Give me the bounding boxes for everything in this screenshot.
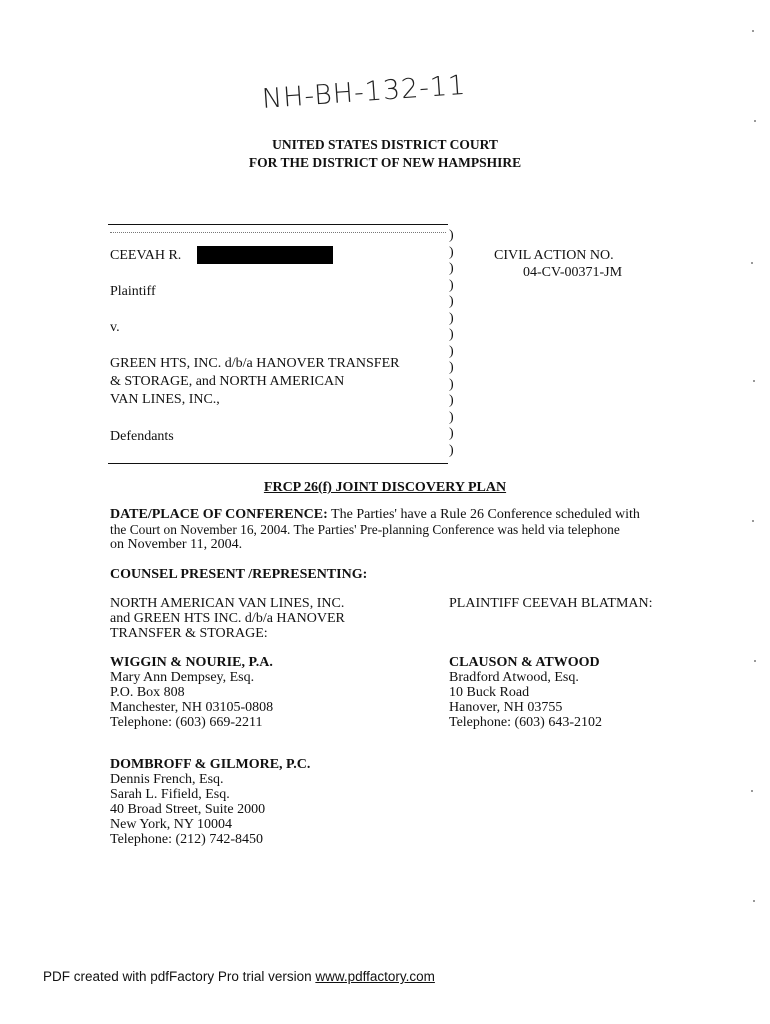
defendant-line-1: GREEN HTS, INC. d/b/a HANOVER TRANSFER: [110, 356, 400, 371]
civil-action-number: 04-CV-00371-JM: [523, 265, 623, 280]
plaintiff-name: CEEVAH R.: [110, 248, 182, 263]
firm1-line-1: Mary Ann Dempsey, Esq.: [110, 670, 255, 685]
firm2-name: CLAUSON & ATWOOD: [449, 655, 600, 670]
scan-speck: [753, 380, 755, 382]
date-place-paragraph: [110, 507, 670, 523]
left-party-line-3: TRANSFER & STORAGE:: [110, 626, 268, 641]
date-place-text-3: on November 11, 2004.: [110, 537, 243, 552]
left-party-line-2: and GREEN HTS INC. d/b/a HANOVER: [110, 611, 345, 626]
caption-dotted-rule: [110, 232, 446, 233]
firm2-line-2: 10 Buck Road: [449, 685, 530, 700]
scan-speck: [752, 30, 754, 32]
right-party: PLAINTIFF CEEVAH BLATMAN:: [449, 596, 653, 611]
scan-speck: [752, 520, 754, 522]
date-place-label: DATE/PLACE OF CONFERENCE:: [110, 507, 328, 522]
date-place-text-1: The Parties' have a Rule 26 Conference scheduled with: [331, 507, 640, 522]
date-place-text-2: the Court on November 16, 2004. The Parties' Pre-planning Conference was held via telephone: [110, 522, 620, 537]
scan-speck: [751, 262, 753, 264]
firm2-line-4: Telephone: (603) 643-2102: [449, 715, 602, 730]
firm3-line-3: 40 Broad Street, Suite 2000: [110, 802, 266, 817]
firm2-line-1: Bradford Atwood, Esq.: [449, 670, 579, 685]
caption-bottom-rule: [108, 463, 448, 464]
civil-action-label: CIVIL ACTION NO.: [494, 248, 614, 263]
redaction-bar: [197, 246, 333, 264]
scan-speck: [753, 900, 755, 902]
firm1-name: WIGGIN & NOURIE, P.A.: [110, 655, 273, 670]
firm1-line-4: Telephone: (603) 669-2211: [110, 715, 263, 730]
firm1-line-2: P.O. Box 808: [110, 685, 185, 700]
caption-top-rule: [108, 224, 448, 225]
footer-text: PDF created with pdfFactory Pro trial version: [43, 969, 316, 984]
counsel-heading: COUNSEL PRESENT /REPRESENTING:: [110, 567, 368, 582]
versus: v.: [110, 320, 120, 335]
firm1-line-3: Manchester, NH 03105-0808: [110, 700, 274, 715]
firm3-line-5: Telephone: (212) 742-8450: [110, 832, 263, 847]
left-party-line-1: NORTH AMERICAN VAN LINES, INC.: [110, 596, 345, 611]
footer-link[interactable]: www.pdffactory.com: [315, 969, 435, 984]
defendant-role: Defendants: [110, 429, 174, 444]
pdf-footer: [43, 969, 435, 984]
firm3-line-2: Sarah L. Fifield, Esq.: [110, 787, 230, 802]
plan-title: FRCP 26(f) JOINT DISCOVERY PLAN: [263, 480, 507, 495]
firm3-line-4: New York, NY 10004: [110, 817, 232, 832]
court-name: UNITED STATES DISTRICT COURT: [272, 137, 498, 152]
handwritten-stamp: NH-BH-132-11: [260, 69, 468, 115]
plaintiff-role: Plaintiff: [110, 284, 156, 299]
caption-parentheses: ) ) ) ) ) ) ) ) ) ) ) ) ) ): [449, 228, 454, 458]
scan-speck: [754, 120, 756, 122]
scan-speck: [754, 660, 756, 662]
defendant-line-2: & STORAGE, and NORTH AMERICAN: [110, 374, 345, 389]
defendant-line-3: VAN LINES, INC.,: [110, 392, 220, 407]
firm3-line-1: Dennis French, Esq.: [110, 772, 224, 787]
firm2-line-3: Hanover, NH 03755: [449, 700, 563, 715]
firm3-name: DOMBROFF & GILMORE, P.C.: [110, 757, 311, 772]
scan-speck: [751, 790, 753, 792]
court-district: FOR THE DISTRICT OF NEW HAMPSHIRE: [248, 155, 522, 170]
